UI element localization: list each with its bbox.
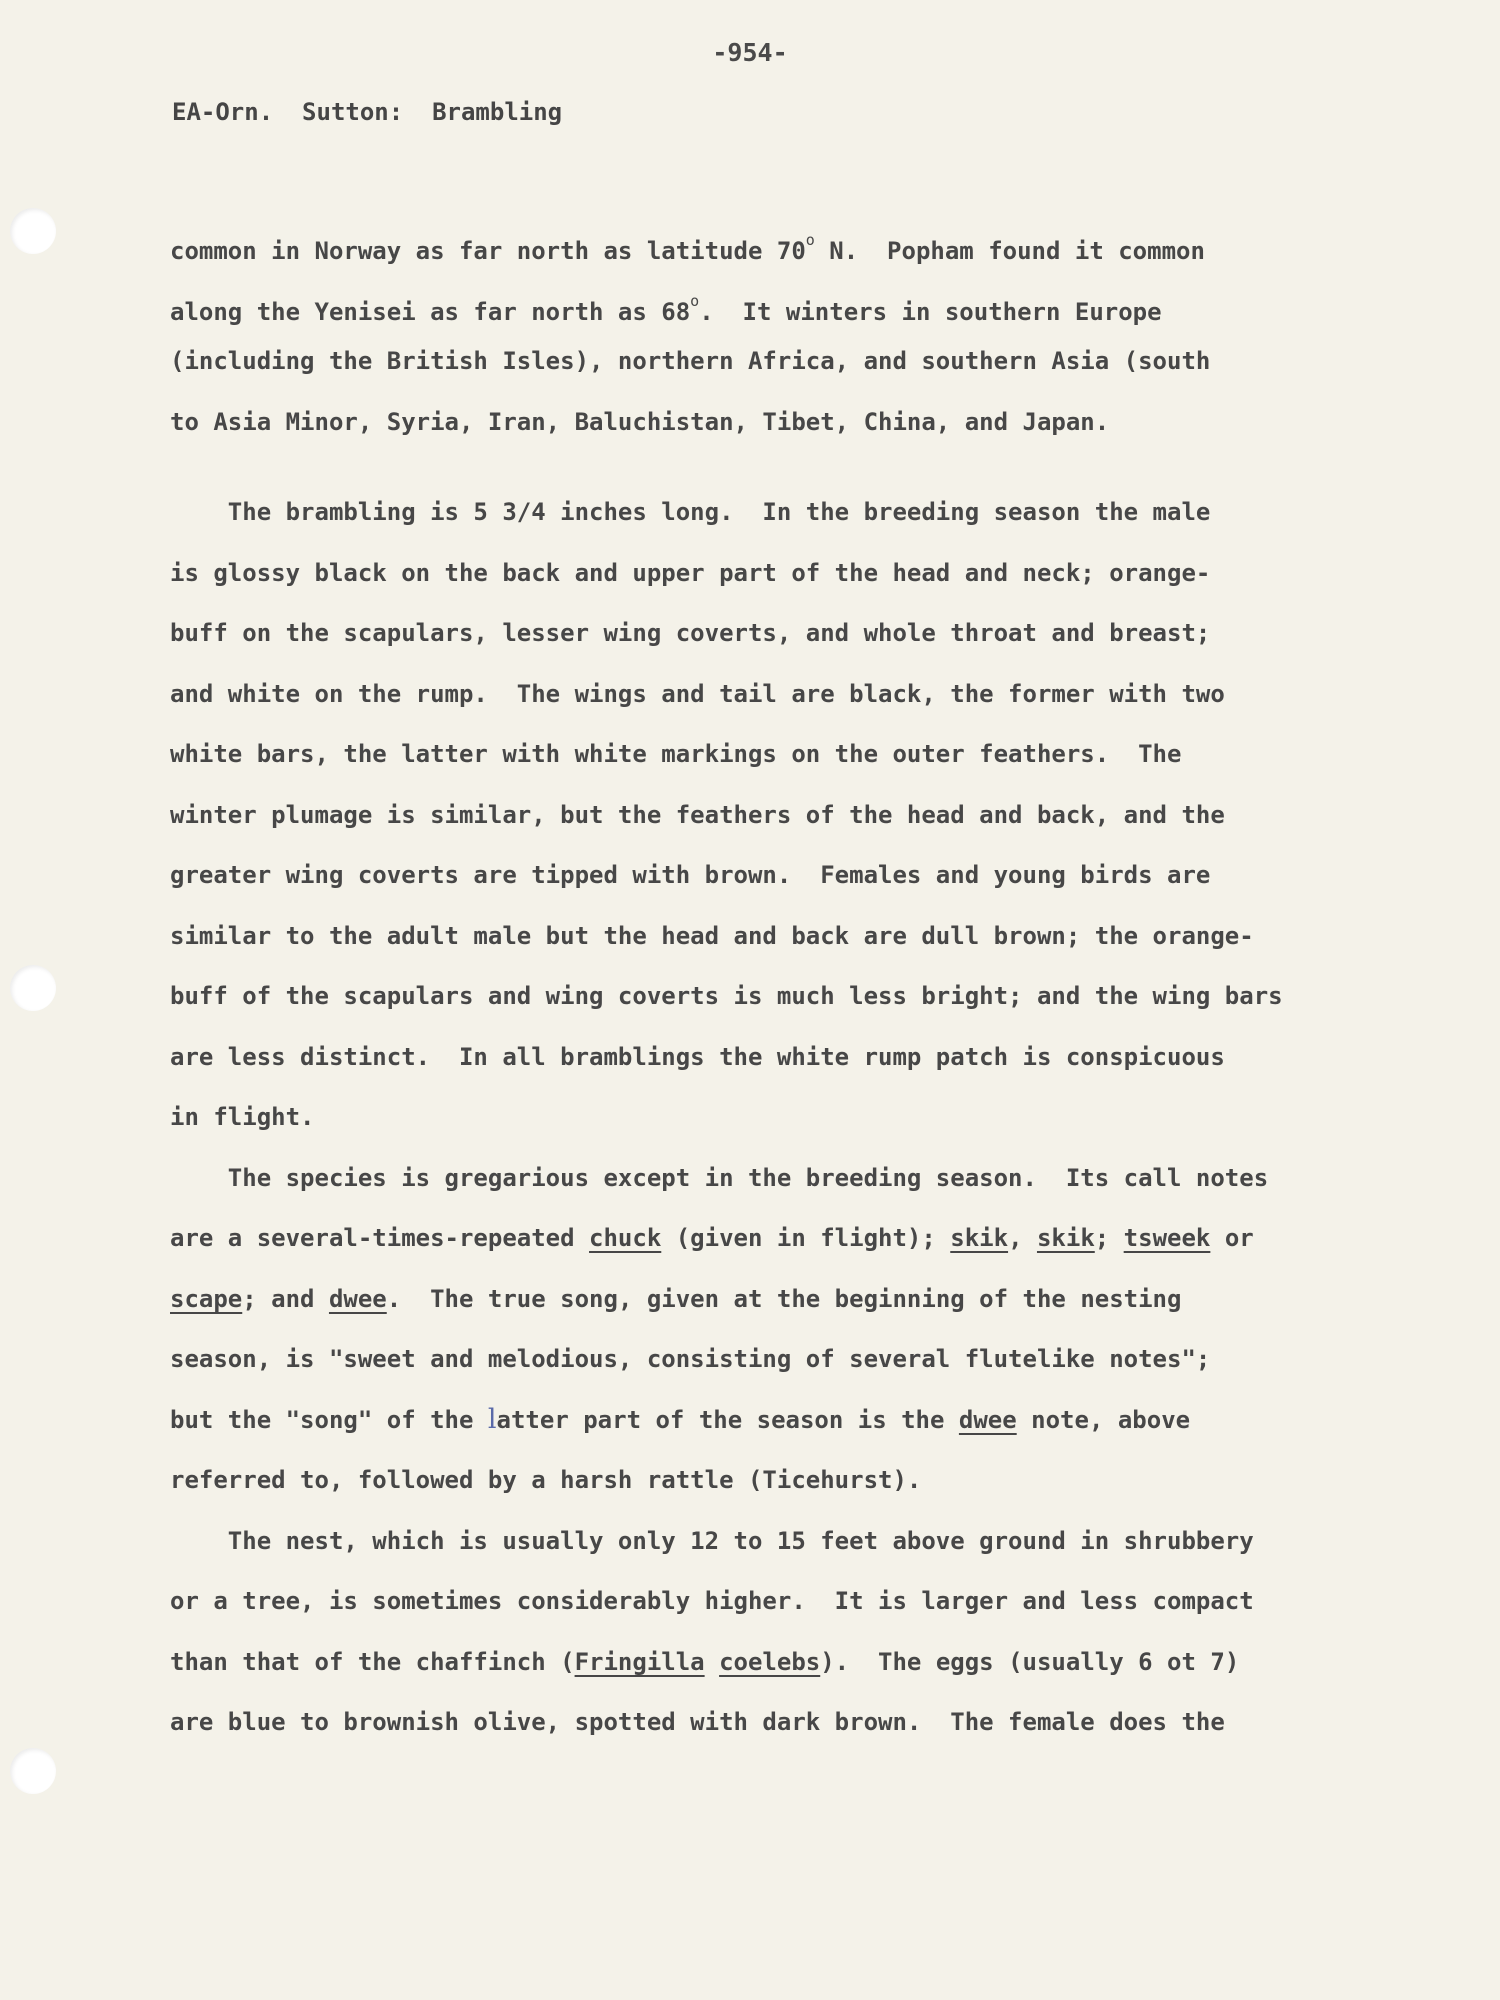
page-number: -954-: [712, 38, 788, 67]
underlined-term: dwee: [958, 1405, 1017, 1434]
underlined-term: tsweek: [1123, 1224, 1211, 1252]
underlined-term: skik: [1036, 1224, 1095, 1252]
degree-mark: o: [805, 231, 815, 249]
underlined-term: skik: [950, 1224, 1009, 1252]
punch-hole: [10, 965, 56, 1011]
text-line: and white on the rump. The wings and tail are black, the former with two: [170, 679, 1225, 708]
underlined-term: dwee: [328, 1284, 387, 1313]
underlined-term: Fringilla: [574, 1647, 705, 1676]
text-line: white bars, the latter with white markings on the outer feathers. The: [170, 740, 1182, 768]
text-line: buff on the scapulars, lesser wing coverts, and whole throat and breast;: [170, 619, 1211, 647]
text-line: referred to, followed by a harsh rattle (Ticehurst).: [170, 1466, 922, 1494]
text-line: are less distinct. In all bramblings the white rump patch is conspicuous: [170, 1042, 1225, 1071]
text-line: season, is "sweet and melodious, consisting of several flutelike notes";: [170, 1345, 1211, 1373]
running-header: EA-Orn. Sutton: Brambling: [172, 98, 563, 126]
text-line: is glossy black on the back and upper part of the head and neck; orange-: [170, 558, 1211, 587]
text-line: scape; and dwee. The true song, given at the beginning of the nesting: [170, 1284, 1182, 1313]
text-line: (including the British Isles), northern Africa, and southern Asia (south: [170, 347, 1211, 375]
text-line: along the Yenisei as far north as 68$^o$. It winters in southern Europe: [170, 291, 1162, 326]
text-line: common in Norway as far north as latitude 70$^o$ N. Popham found it common: [170, 231, 1205, 265]
text-line: are a several-times-repeated chuck (given in flight); skik, skik; tsweek or: [170, 1224, 1254, 1252]
punch-hole: [10, 1748, 56, 1794]
text-line: than that of the chaffinch (Fringilla coelebs). The eggs (usually 6 ot 7): [170, 1647, 1240, 1676]
text-line: buff of the scapulars and wing coverts is much less bright; and the wing bars: [170, 982, 1283, 1010]
text-line: similar to the adult male but the head and back are dull brown; the orange-: [170, 921, 1254, 950]
degree-mark: o: [690, 291, 700, 310]
text-line: are blue to brownish olive, spotted with dark brown. The female does the: [170, 1708, 1225, 1736]
underlined-term: chuck: [589, 1224, 662, 1252]
punch-hole: [10, 208, 56, 254]
body-text: [170, 210, 1370, 1753]
handwritten-correction: l: [487, 1403, 497, 1435]
text-line: The species is gregarious except in the breeding season. Its call notes: [170, 1163, 1269, 1192]
text-line: but the "song" of the latter part of the season is the dwee note, above: [170, 1403, 1191, 1435]
text-line: greater wing coverts are tipped with brown. Females and young birds are: [170, 861, 1211, 889]
text-line: in flight.: [170, 1103, 315, 1131]
text-line: or a tree, is sometimes considerably higher. It is larger and less compact: [170, 1587, 1254, 1615]
text-line: The brambling is 5 3/4 inches long. In the breeding season the male: [170, 498, 1211, 526]
underlined-term: scape: [170, 1284, 243, 1313]
underlined-term: coelebs: [719, 1647, 821, 1676]
text-line: to Asia Minor, Syria, Iran, Baluchistan, Tibet, China, and Japan.: [170, 407, 1110, 436]
text-line: winter plumage is similar, but the feathers of the head and back, and the: [170, 800, 1225, 829]
text-line: The nest, which is usually only 12 to 15 feet above ground in shrubbery: [170, 1526, 1254, 1555]
